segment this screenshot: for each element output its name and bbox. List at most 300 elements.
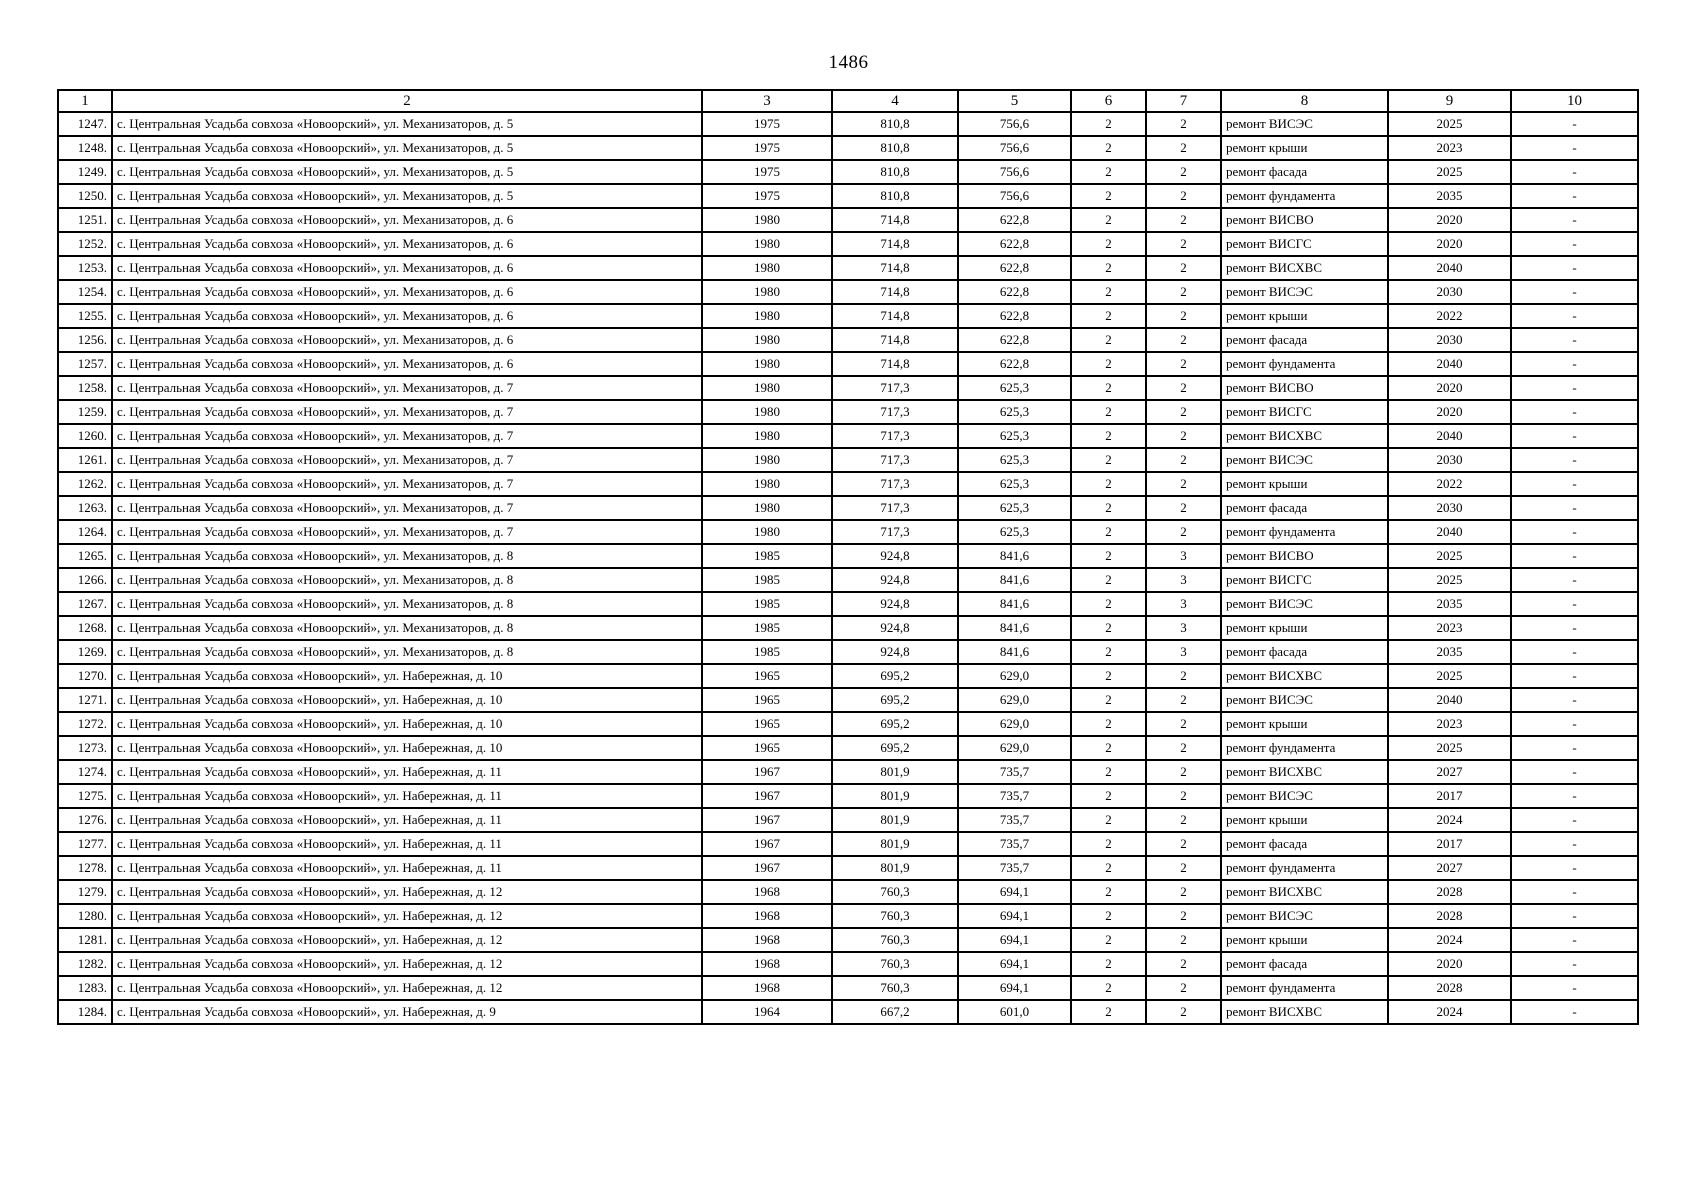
address-cell: с. Центральная Усадьба совхоза «Новоорский», ул. Набережная, д. 10: [112, 712, 702, 736]
column-header: 4: [832, 90, 958, 112]
year-built-cell: 1968: [702, 928, 832, 952]
column-header: 10: [1511, 90, 1638, 112]
work-type-cell: ремонт фасада: [1221, 328, 1388, 352]
living-area-cell: 629,0: [958, 712, 1071, 736]
row-number-cell: 1257.: [58, 352, 112, 376]
floors-cell: 2: [1071, 376, 1146, 400]
row-number-cell: 1255.: [58, 304, 112, 328]
work-type-cell: ремонт ВИСЭС: [1221, 448, 1388, 472]
note-cell: -: [1511, 544, 1638, 568]
work-year-cell: 2023: [1388, 136, 1511, 160]
row-number-cell: 1271.: [58, 688, 112, 712]
work-year-cell: 2025: [1388, 160, 1511, 184]
total-area-cell: 801,9: [832, 760, 958, 784]
year-built-cell: 1980: [702, 400, 832, 424]
row-number-cell: 1251.: [58, 208, 112, 232]
year-built-cell: 1980: [702, 448, 832, 472]
address-cell: с. Центральная Усадьба совхоза «Новоорский», ул. Механизаторов, д. 7: [112, 424, 702, 448]
column-header: 1: [58, 90, 112, 112]
year-built-cell: 1980: [702, 256, 832, 280]
work-year-cell: 2017: [1388, 784, 1511, 808]
address-cell: с. Центральная Усадьба совхоза «Новоорский», ул. Механизаторов, д. 7: [112, 376, 702, 400]
entrances-cell: 2: [1146, 136, 1221, 160]
row-number-cell: 1277.: [58, 832, 112, 856]
work-year-cell: 2025: [1388, 664, 1511, 688]
work-type-cell: ремонт ВИСГС: [1221, 568, 1388, 592]
address-cell: с. Центральная Усадьба совхоза «Новоорский», ул. Механизаторов, д. 7: [112, 496, 702, 520]
work-type-cell: ремонт ВИСВО: [1221, 544, 1388, 568]
living-area-cell: 756,6: [958, 184, 1071, 208]
table-row: [58, 808, 1638, 832]
work-type-cell: ремонт фасада: [1221, 496, 1388, 520]
work-year-cell: 2027: [1388, 856, 1511, 880]
work-type-cell: ремонт ВИСВО: [1221, 376, 1388, 400]
note-cell: -: [1511, 304, 1638, 328]
address-cell: с. Центральная Усадьба совхоза «Новоорский», ул. Механизаторов, д. 5: [112, 160, 702, 184]
row-number-cell: 1283.: [58, 976, 112, 1000]
entrances-cell: 2: [1146, 928, 1221, 952]
work-type-cell: ремонт фундамента: [1221, 184, 1388, 208]
year-built-cell: 1968: [702, 976, 832, 1000]
entrances-cell: 2: [1146, 448, 1221, 472]
row-number-cell: 1252.: [58, 232, 112, 256]
year-built-cell: 1985: [702, 544, 832, 568]
work-type-cell: ремонт ВИСХВС: [1221, 1000, 1388, 1024]
living-area-cell: 841,6: [958, 544, 1071, 568]
note-cell: -: [1511, 808, 1638, 832]
floors-cell: 2: [1071, 280, 1146, 304]
year-built-cell: 1968: [702, 952, 832, 976]
entrances-cell: 2: [1146, 784, 1221, 808]
floors-cell: 2: [1071, 1000, 1146, 1024]
floors-cell: 2: [1071, 664, 1146, 688]
table-row: [58, 496, 1638, 520]
year-built-cell: 1980: [702, 496, 832, 520]
table-row: [58, 856, 1638, 880]
table-row: [58, 208, 1638, 232]
year-built-cell: 1985: [702, 640, 832, 664]
total-area-cell: 714,8: [832, 232, 958, 256]
total-area-cell: 717,3: [832, 448, 958, 472]
address-cell: с. Центральная Усадьба совхоза «Новоорский», ул. Механизаторов, д. 7: [112, 520, 702, 544]
total-area-cell: 667,2: [832, 1000, 958, 1024]
total-area-cell: 760,3: [832, 880, 958, 904]
note-cell: -: [1511, 664, 1638, 688]
entrances-cell: 2: [1146, 328, 1221, 352]
living-area-cell: 694,1: [958, 928, 1071, 952]
floors-cell: 2: [1071, 400, 1146, 424]
year-built-cell: 1980: [702, 376, 832, 400]
work-year-cell: 2028: [1388, 904, 1511, 928]
work-type-cell: ремонт ВИСХВС: [1221, 664, 1388, 688]
address-cell: с. Центральная Усадьба совхоза «Новоорский», ул. Набережная, д. 12: [112, 904, 702, 928]
year-built-cell: 1965: [702, 736, 832, 760]
entrances-cell: 2: [1146, 904, 1221, 928]
work-type-cell: ремонт ВИСХВС: [1221, 424, 1388, 448]
work-type-cell: ремонт крыши: [1221, 712, 1388, 736]
entrances-cell: 2: [1146, 304, 1221, 328]
year-built-cell: 1975: [702, 184, 832, 208]
row-number-cell: 1263.: [58, 496, 112, 520]
total-area-cell: 924,8: [832, 640, 958, 664]
row-number-cell: 1270.: [58, 664, 112, 688]
note-cell: -: [1511, 160, 1638, 184]
entrances-cell: 2: [1146, 760, 1221, 784]
address-cell: с. Центральная Усадьба совхоза «Новоорский», ул. Механизаторов, д. 8: [112, 616, 702, 640]
floors-cell: 2: [1071, 688, 1146, 712]
address-cell: с. Центральная Усадьба совхоза «Новоорский», ул. Набережная, д. 10: [112, 688, 702, 712]
work-year-cell: 2040: [1388, 256, 1511, 280]
address-cell: с. Центральная Усадьба совхоза «Новоорский», ул. Механизаторов, д. 6: [112, 232, 702, 256]
row-number-cell: 1276.: [58, 808, 112, 832]
total-area-cell: 810,8: [832, 160, 958, 184]
floors-cell: 2: [1071, 712, 1146, 736]
note-cell: -: [1511, 976, 1638, 1000]
living-area-cell: 735,7: [958, 784, 1071, 808]
entrances-cell: 2: [1146, 664, 1221, 688]
work-type-cell: ремонт крыши: [1221, 616, 1388, 640]
table-row: [58, 256, 1638, 280]
entrances-cell: 2: [1146, 832, 1221, 856]
table-row: [58, 952, 1638, 976]
entrances-cell: 3: [1146, 568, 1221, 592]
year-built-cell: 1968: [702, 904, 832, 928]
entrances-cell: 2: [1146, 1000, 1221, 1024]
year-built-cell: 1968: [702, 880, 832, 904]
note-cell: -: [1511, 424, 1638, 448]
address-cell: с. Центральная Усадьба совхоза «Новоорский», ул. Набережная, д. 11: [112, 856, 702, 880]
work-type-cell: ремонт фасада: [1221, 952, 1388, 976]
entrances-cell: 2: [1146, 256, 1221, 280]
table-row: [58, 424, 1638, 448]
total-area-cell: 695,2: [832, 712, 958, 736]
total-area-cell: 714,8: [832, 304, 958, 328]
work-year-cell: 2023: [1388, 616, 1511, 640]
floors-cell: 2: [1071, 976, 1146, 1000]
table-row: [58, 160, 1638, 184]
address-cell: с. Центральная Усадьба совхоза «Новоорский», ул. Набережная, д. 10: [112, 736, 702, 760]
table-row: [58, 1000, 1638, 1024]
table-row: [58, 472, 1638, 496]
work-year-cell: 2028: [1388, 880, 1511, 904]
note-cell: -: [1511, 472, 1638, 496]
address-cell: с. Центральная Усадьба совхоза «Новоорский», ул. Механизаторов, д. 6: [112, 352, 702, 376]
total-area-cell: 801,9: [832, 832, 958, 856]
total-area-cell: 714,8: [832, 256, 958, 280]
note-cell: -: [1511, 688, 1638, 712]
entrances-cell: 2: [1146, 208, 1221, 232]
work-year-cell: 2022: [1388, 472, 1511, 496]
total-area-cell: 924,8: [832, 544, 958, 568]
table-row: [58, 184, 1638, 208]
living-area-cell: 756,6: [958, 112, 1071, 136]
column-header: 8: [1221, 90, 1388, 112]
work-year-cell: 2024: [1388, 1000, 1511, 1024]
work-type-cell: ремонт фасада: [1221, 832, 1388, 856]
table-row: [58, 616, 1638, 640]
year-built-cell: 1967: [702, 856, 832, 880]
note-cell: -: [1511, 784, 1638, 808]
year-built-cell: 1975: [702, 112, 832, 136]
entrances-cell: 3: [1146, 592, 1221, 616]
note-cell: -: [1511, 400, 1638, 424]
address-cell: с. Центральная Усадьба совхоза «Новоорский», ул. Механизаторов, д. 8: [112, 640, 702, 664]
living-area-cell: 694,1: [958, 880, 1071, 904]
year-built-cell: 1980: [702, 304, 832, 328]
row-number-cell: 1248.: [58, 136, 112, 160]
entrances-cell: 2: [1146, 160, 1221, 184]
work-type-cell: ремонт фасада: [1221, 160, 1388, 184]
row-number-cell: 1260.: [58, 424, 112, 448]
row-number-cell: 1256.: [58, 328, 112, 352]
year-built-cell: 1967: [702, 760, 832, 784]
table-row: [58, 664, 1638, 688]
table-row: [58, 304, 1638, 328]
entrances-cell: 2: [1146, 736, 1221, 760]
work-year-cell: 2028: [1388, 976, 1511, 1000]
table-row: [58, 976, 1638, 1000]
floors-cell: 2: [1071, 952, 1146, 976]
floors-cell: 2: [1071, 616, 1146, 640]
total-area-cell: 801,9: [832, 856, 958, 880]
floors-cell: 2: [1071, 592, 1146, 616]
note-cell: -: [1511, 184, 1638, 208]
floors-cell: 2: [1071, 304, 1146, 328]
work-type-cell: ремонт ВИСХВС: [1221, 880, 1388, 904]
row-number-cell: 1268.: [58, 616, 112, 640]
work-year-cell: 2020: [1388, 208, 1511, 232]
entrances-cell: 2: [1146, 400, 1221, 424]
address-cell: с. Центральная Усадьба совхоза «Новоорский», ул. Механизаторов, д. 5: [112, 184, 702, 208]
living-area-cell: 625,3: [958, 448, 1071, 472]
work-year-cell: 2035: [1388, 640, 1511, 664]
entrances-cell: 2: [1146, 520, 1221, 544]
table-row: [58, 640, 1638, 664]
row-number-cell: 1282.: [58, 952, 112, 976]
living-area-cell: 629,0: [958, 664, 1071, 688]
entrances-cell: 2: [1146, 376, 1221, 400]
table-row: [58, 568, 1638, 592]
work-year-cell: 2017: [1388, 832, 1511, 856]
floors-cell: 2: [1071, 136, 1146, 160]
row-number-cell: 1262.: [58, 472, 112, 496]
work-year-cell: 2030: [1388, 280, 1511, 304]
address-cell: с. Центральная Усадьба совхоза «Новоорский», ул. Механизаторов, д. 5: [112, 112, 702, 136]
row-number-cell: 1280.: [58, 904, 112, 928]
work-year-cell: 2022: [1388, 304, 1511, 328]
living-area-cell: 735,7: [958, 808, 1071, 832]
floors-cell: 2: [1071, 472, 1146, 496]
page-number: 1486: [828, 52, 869, 73]
floors-cell: 2: [1071, 424, 1146, 448]
floors-cell: 2: [1071, 856, 1146, 880]
work-year-cell: 2040: [1388, 688, 1511, 712]
column-header: 6: [1071, 90, 1146, 112]
note-cell: -: [1511, 904, 1638, 928]
column-header: 7: [1146, 90, 1221, 112]
row-number-cell: 1279.: [58, 880, 112, 904]
floors-cell: 2: [1071, 784, 1146, 808]
total-area-cell: 717,3: [832, 376, 958, 400]
living-area-cell: 622,8: [958, 352, 1071, 376]
floors-cell: 2: [1071, 808, 1146, 832]
table-row: [58, 736, 1638, 760]
note-cell: -: [1511, 376, 1638, 400]
row-number-cell: 1267.: [58, 592, 112, 616]
address-cell: с. Центральная Усадьба совхоза «Новоорский», ул. Механизаторов, д. 5: [112, 136, 702, 160]
entrances-cell: 2: [1146, 424, 1221, 448]
work-type-cell: ремонт фундамента: [1221, 352, 1388, 376]
row-number-cell: 1266.: [58, 568, 112, 592]
address-cell: с. Центральная Усадьба совхоза «Новоорский», ул. Механизаторов, д. 6: [112, 208, 702, 232]
living-area-cell: 625,3: [958, 424, 1071, 448]
note-cell: -: [1511, 136, 1638, 160]
address-cell: с. Центральная Усадьба совхоза «Новоорский», ул. Набережная, д. 11: [112, 808, 702, 832]
row-number-cell: 1247.: [58, 112, 112, 136]
entrances-cell: 2: [1146, 808, 1221, 832]
work-type-cell: ремонт фундамента: [1221, 520, 1388, 544]
floors-cell: 2: [1071, 232, 1146, 256]
table-row: [58, 112, 1638, 136]
floors-cell: 2: [1071, 568, 1146, 592]
table-row: [58, 712, 1638, 736]
work-type-cell: ремонт ВИСХВС: [1221, 256, 1388, 280]
note-cell: -: [1511, 928, 1638, 952]
address-cell: с. Центральная Усадьба совхоза «Новоорский», ул. Механизаторов, д. 6: [112, 328, 702, 352]
note-cell: -: [1511, 208, 1638, 232]
year-built-cell: 1980: [702, 208, 832, 232]
work-type-cell: ремонт фундамента: [1221, 736, 1388, 760]
row-number-cell: 1261.: [58, 448, 112, 472]
living-area-cell: 629,0: [958, 736, 1071, 760]
total-area-cell: 714,8: [832, 208, 958, 232]
living-area-cell: 756,6: [958, 136, 1071, 160]
note-cell: -: [1511, 232, 1638, 256]
work-type-cell: ремонт ВИСЭС: [1221, 280, 1388, 304]
note-cell: -: [1511, 112, 1638, 136]
address-cell: с. Центральная Усадьба совхоза «Новоорский», ул. Набережная, д. 11: [112, 832, 702, 856]
living-area-cell: 625,3: [958, 496, 1071, 520]
floors-cell: 2: [1071, 520, 1146, 544]
work-year-cell: 2020: [1388, 232, 1511, 256]
row-number-cell: 1264.: [58, 520, 112, 544]
work-year-cell: 2030: [1388, 448, 1511, 472]
column-header: 5: [958, 90, 1071, 112]
entrances-cell: 2: [1146, 232, 1221, 256]
row-number-cell: 1273.: [58, 736, 112, 760]
work-type-cell: ремонт ВИСЭС: [1221, 904, 1388, 928]
row-number-cell: 1265.: [58, 544, 112, 568]
total-area-cell: 810,8: [832, 136, 958, 160]
work-year-cell: 2040: [1388, 424, 1511, 448]
total-area-cell: 695,2: [832, 736, 958, 760]
note-cell: -: [1511, 640, 1638, 664]
total-area-cell: 717,3: [832, 472, 958, 496]
address-cell: с. Центральная Усадьба совхоза «Новоорский», ул. Механизаторов, д. 6: [112, 304, 702, 328]
year-built-cell: 1980: [702, 232, 832, 256]
total-area-cell: 760,3: [832, 928, 958, 952]
address-cell: с. Центральная Усадьба совхоза «Новоорский», ул. Механизаторов, д. 8: [112, 568, 702, 592]
work-year-cell: 2020: [1388, 952, 1511, 976]
work-type-cell: ремонт фундамента: [1221, 856, 1388, 880]
living-area-cell: 694,1: [958, 976, 1071, 1000]
floors-cell: 2: [1071, 928, 1146, 952]
entrances-cell: 2: [1146, 880, 1221, 904]
work-year-cell: 2024: [1388, 808, 1511, 832]
floors-cell: 2: [1071, 544, 1146, 568]
address-cell: с. Центральная Усадьба совхоза «Новоорский», ул. Набережная, д. 11: [112, 760, 702, 784]
floors-cell: 2: [1071, 736, 1146, 760]
table-row: [58, 448, 1638, 472]
note-cell: -: [1511, 568, 1638, 592]
address-cell: с. Центральная Усадьба совхоза «Новоорский», ул. Набережная, д. 10: [112, 664, 702, 688]
table-row: [58, 688, 1638, 712]
floors-cell: 2: [1071, 880, 1146, 904]
work-year-cell: 2025: [1388, 736, 1511, 760]
row-number-cell: 1250.: [58, 184, 112, 208]
address-cell: с. Центральная Усадьба совхоза «Новоорский», ул. Набережная, д. 12: [112, 976, 702, 1000]
total-area-cell: 714,8: [832, 352, 958, 376]
table-row: [58, 400, 1638, 424]
living-area-cell: 735,7: [958, 832, 1071, 856]
living-area-cell: 622,8: [958, 256, 1071, 280]
note-cell: -: [1511, 280, 1638, 304]
address-cell: с. Центральная Усадьба совхоза «Новоорский», ул. Механизаторов, д. 6: [112, 256, 702, 280]
work-year-cell: 2020: [1388, 400, 1511, 424]
work-type-cell: ремонт ВИСВО: [1221, 208, 1388, 232]
floors-cell: 2: [1071, 496, 1146, 520]
note-cell: -: [1511, 856, 1638, 880]
row-number-cell: 1284.: [58, 1000, 112, 1024]
work-type-cell: ремонт крыши: [1221, 928, 1388, 952]
note-cell: -: [1511, 736, 1638, 760]
total-area-cell: 924,8: [832, 592, 958, 616]
table-row: [58, 328, 1638, 352]
address-cell: с. Центральная Усадьба совхоза «Новоорский», ул. Набережная, д. 12: [112, 952, 702, 976]
living-area-cell: 601,0: [958, 1000, 1071, 1024]
total-area-cell: 801,9: [832, 808, 958, 832]
year-built-cell: 1985: [702, 592, 832, 616]
row-number-cell: 1274.: [58, 760, 112, 784]
header-row: [58, 90, 1638, 112]
work-year-cell: 2023: [1388, 712, 1511, 736]
row-number-cell: 1275.: [58, 784, 112, 808]
entrances-cell: 2: [1146, 280, 1221, 304]
address-cell: с. Центральная Усадьба совхоза «Новоорский», ул. Механизаторов, д. 7: [112, 448, 702, 472]
floors-cell: 2: [1071, 760, 1146, 784]
year-built-cell: 1967: [702, 832, 832, 856]
row-number-cell: 1272.: [58, 712, 112, 736]
work-type-cell: ремонт ВИСЭС: [1221, 592, 1388, 616]
entrances-cell: 3: [1146, 544, 1221, 568]
column-header: 2: [112, 90, 702, 112]
living-area-cell: 694,1: [958, 952, 1071, 976]
table-row: [58, 544, 1638, 568]
note-cell: -: [1511, 760, 1638, 784]
work-year-cell: 2025: [1388, 112, 1511, 136]
row-number-cell: 1253.: [58, 256, 112, 280]
note-cell: -: [1511, 256, 1638, 280]
work-year-cell: 2020: [1388, 376, 1511, 400]
work-type-cell: ремонт фундамента: [1221, 976, 1388, 1000]
table-row: [58, 136, 1638, 160]
work-type-cell: ремонт ВИСГС: [1221, 232, 1388, 256]
year-built-cell: 1965: [702, 688, 832, 712]
floors-cell: 2: [1071, 640, 1146, 664]
note-cell: -: [1511, 952, 1638, 976]
living-area-cell: 622,8: [958, 304, 1071, 328]
table-row: [58, 592, 1638, 616]
